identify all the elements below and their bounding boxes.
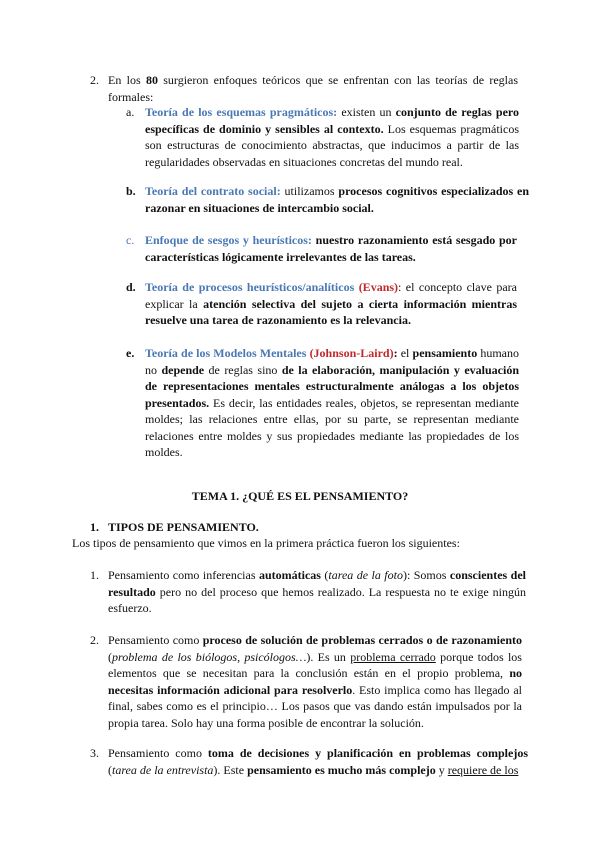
text-run: porque todos los elementos que se necesitan para la conclusión están en el propio problema, xyxy=(108,649,522,680)
list-number: 2. xyxy=(90,73,99,87)
bold-run: pensamiento xyxy=(412,346,478,360)
text-run: ( xyxy=(108,762,112,777)
colon: : xyxy=(393,346,398,360)
author-name: (Evans) xyxy=(358,280,399,294)
sub-letter-b: b. xyxy=(126,184,136,198)
bold-run: procesos cognitivos especializados en razonar en situaciones de intercambio social. xyxy=(145,184,530,215)
approach-d xyxy=(145,279,517,329)
italic-run: tarea de la entrevista xyxy=(112,762,214,777)
approach-a xyxy=(145,104,519,170)
sub-letter-a: a. xyxy=(126,105,135,119)
text-run: de reglas sino xyxy=(204,362,282,377)
approach-e xyxy=(145,345,519,461)
text-run: Pensamiento como xyxy=(108,746,208,760)
text-run: surgieron enfoques teóricos que se enfrentan con las teorías de reglas formales: xyxy=(108,73,518,104)
text-run: ( xyxy=(108,649,112,664)
bold-run: pensamiento es mucho más complejo xyxy=(247,762,436,777)
bold-decade: 80 xyxy=(145,73,158,87)
bold-run: depende xyxy=(161,362,205,377)
bold-run: automáticas xyxy=(258,568,321,582)
section-intro: Los tipos de pensamiento que vimos en la primera práctica fueron los siguientes: xyxy=(72,536,460,550)
text-run: humano no xyxy=(145,346,519,377)
sub-letter-d: d. xyxy=(126,280,136,294)
approach-title: Teoría de los Modelos Mentales xyxy=(145,346,307,360)
list-item-intro xyxy=(108,72,518,105)
text-run: pero no del proceso que hemos realizado. La respuesta no te exige ningún esfuerzo. xyxy=(108,584,526,615)
underlined-run: requiere de los xyxy=(447,762,519,777)
approach-title: Teoría de los esquemas pragmáticos: xyxy=(145,105,338,119)
text-run: Los esquemas pragmáticos son estructuras de conocimiento abstractas, que inducimos a partir de las regularidades observadas en situaciones concretas del mundo real. xyxy=(145,121,519,169)
bold-run: atención selectiva del sujeto a cierta información mientras resuelve una tarea de razonamiento es la relevancia. xyxy=(145,296,517,327)
section-number: 1. xyxy=(90,520,99,534)
text-run: el xyxy=(397,346,413,360)
text-run: ( xyxy=(320,568,329,582)
text-run: utilizamos xyxy=(280,184,339,198)
section-title: TIPOS DE PENSAMIENTO. xyxy=(108,520,259,534)
bold-run: de la elaboración, manipulación y evaluación de representaciones mentales estructuralmente análogas a los objetos presentados. xyxy=(145,362,520,410)
text-run: En los xyxy=(108,73,146,87)
bold-run: proceso de solución de problemas cerrados o de razonamiento xyxy=(202,633,523,647)
text-run: y xyxy=(435,762,448,777)
text-run: Pensamiento como inferencias xyxy=(108,568,259,582)
bold-run: conscientes del resultado xyxy=(108,568,526,599)
tema-heading: TEMA 1. ¿QUÉ ES EL PENSAMIENTO? xyxy=(191,489,409,503)
type-item-1 xyxy=(108,567,526,617)
author-name: (Johnson-Laird) xyxy=(309,346,394,360)
italic-run: problema de los biólogos, psicólogos… xyxy=(112,649,307,664)
approach-title: Teoría del contrato social: xyxy=(145,184,281,198)
underlined-run: problema cerrado xyxy=(350,649,436,664)
text-run: Es decir, las entidades reales, objetos, se representan mediante moldes; las relaciones entre ellas, por su parte, se representan mediante relaciones entre moldes y sus propiedades mediante las propiedades de los moldes. xyxy=(145,395,519,459)
list-number: 2. xyxy=(90,633,99,647)
approach-title: Teoría de procesos heurísticos/analíticos xyxy=(145,280,355,294)
bold-run: toma de decisiones y planificación en problemas complejos xyxy=(207,746,528,760)
bold-run: nuestro razonamiento está sesgado por características lógicamente irrelevantes de las tareas. xyxy=(145,233,517,264)
type-item-2 xyxy=(108,632,522,731)
text-run: existen un xyxy=(337,105,396,119)
list-number: 3. xyxy=(90,746,99,760)
text-run: . Esto implica como has llegado al final, sabes como es el principio… Los pasos que vas dando están impulsados por la propia tarea. Solo hay una forma posible de encontrar la solución. xyxy=(108,682,522,730)
sub-letter-c: c. xyxy=(126,233,135,247)
bold-run: no necesitas información adicional para resolverlo xyxy=(108,666,522,697)
approach-b xyxy=(145,183,529,216)
text-run: ). Este xyxy=(213,762,248,777)
approach-c xyxy=(145,232,517,265)
text-run: Pensamiento como xyxy=(108,633,203,647)
italic-run: tarea de la foto xyxy=(328,568,403,582)
text-run: : el concepto clave para explicar la xyxy=(145,280,517,311)
approach-title: Enfoque de sesgos y heurísticos: xyxy=(145,233,312,247)
text-run: ): Somos xyxy=(402,568,450,582)
bold-run: conjunto de reglas pero específicas de dominio y sensibles al contexto. xyxy=(145,105,519,136)
list-number: 1. xyxy=(90,568,99,582)
text-run: ). Es un xyxy=(306,649,351,664)
sub-letter-e: e. xyxy=(126,346,135,360)
type-item-3 xyxy=(108,745,528,778)
